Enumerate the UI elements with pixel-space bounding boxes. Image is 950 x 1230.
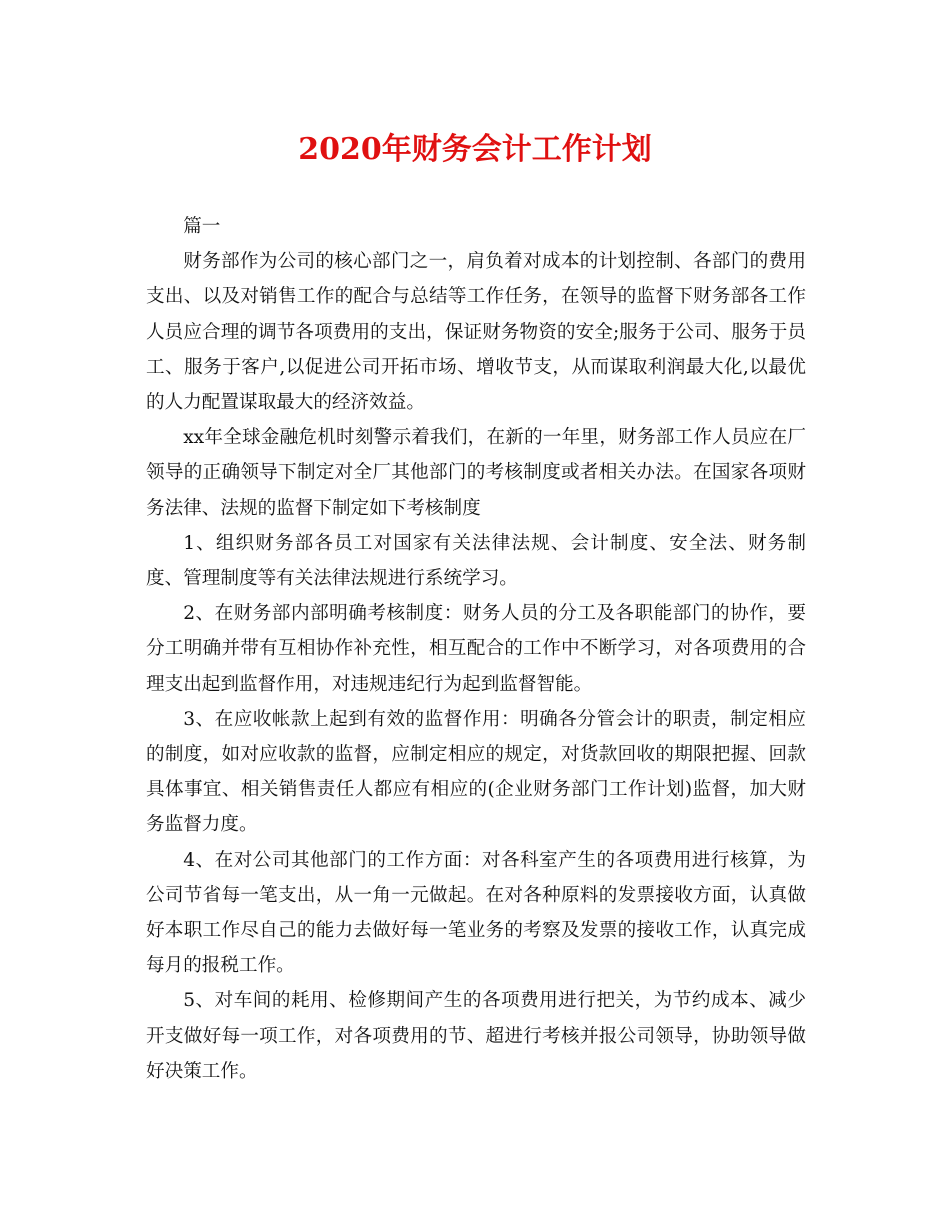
paragraph: 3、在应收帐款上起到有效的监督作用：明确各分管会计的职责，制定相应的制度，如对应收款的监督，应制定相应的规定，对货款回收的期限把握、回款具体事宜、相关销售责任人都应有相应的(企业财务部门工作计划)监督，加大财务监督力度。 [146,708,806,836]
paragraph: xx年全球金融危机时刻警示着我们，在新的一年里，财务部工作人员应在厂领导的正确领导下制定对全厂其他部门的考核制度或者相关办法。在国家各项财务法律、法规的监督下制定如下考核制度 [146,427,806,519]
document-body [146,209,806,1089]
paragraph: 2、在财务部内部明确考核制度：财务人员的分工及各职能部门的协作，要分工明确并带有互相协作补充性，相互配合的工作中不断学习，对各项费用的合理支出起到监督作用，对违规违纪行为起到监督智能。 [146,603,806,695]
paragraph: 4、在对公司其他部门的工作方面：对各科室产生的各项费用进行核算，为公司节省每一笔支出，从一角一元做起。在对各种原料的发票接收方面，认真做好本职工作尽自己的能力去做好每一笔业务的考察及发票的接收工作，认真完成每月的报税工作。 [146,849,806,977]
paragraph: 5、对车间的耗用、检修期间产生的各项费用进行把关，为节约成本、减少开支做好每一项工作，对各项费用的节、超进行考核并报公司领导，协助领导做好决策工作。 [146,990,806,1082]
document-title: 2020年财务会计工作计划 [298,132,652,167]
paragraph: 财务部作为公司的核心部门之一，肩负着对成本的计划控制、各部门的费用支出、以及对销售工作的配合与总结等工作任务，在领导的监督下财务部各工作人员应合理的调节各项费用的支出，保证财务物资的安全;服务于公司、服务于员工、服务于客户,以促进公司开拓市场、增收节支，从而谋取利润最大化,以最优的人力配置谋取最大的经济效益。 [146,251,806,414]
section-heading: 篇一 [183,216,221,237]
paragraph: 1、组织财务部各员工对国家有关法律法规、会计制度、安全法、财务制度、管理制度等有关法律法规进行系统学习。 [146,532,806,590]
